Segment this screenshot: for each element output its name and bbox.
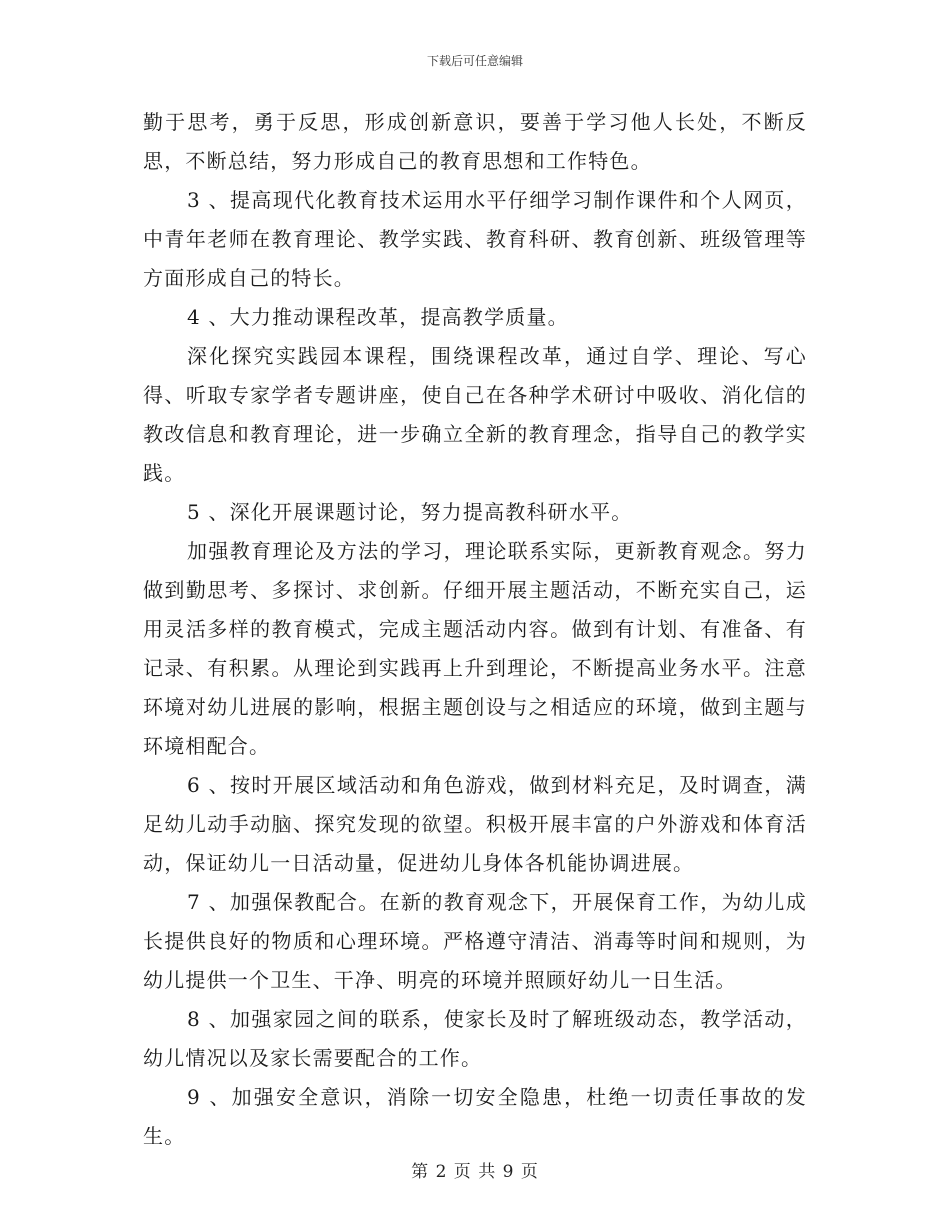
paragraph-4: 深化探究实践园本课程，围绕课程改革，通过自学、理论、写心得、听取专家学者专题讲座，使自己在各种学术研讨中吸收、消化信的教改信息和教育理论，进一步确立全新的教育理念，指导自己的教学实践。 bbox=[143, 344, 807, 485]
paragraph-6: 加强教育理论及方法的学习，理论联系实际，更新教育观念。努力做到勤思考、多探讨、求创新。仔细开展主题活动，不断充实自己，运用灵活多样的教育模式，完成主题活动内容。做到有计划、有准备、有记录、有积累。从理论到实践再上升到理论，不断提高业务水平。注意环境对幼儿进展的影响，根据主题创设与之相适应的环境，做到主题与环境相配合。 bbox=[143, 539, 807, 758]
paragraph-1: 勤于思考，勇于反思，形成创新意识，要善于学习他人长处，不断反思，不断总结，努力形成自己的教育思想和工作特色。 bbox=[143, 110, 807, 173]
paragraph-5: 5 、深化开展课题讨论，努力提高教科研水平。 bbox=[187, 500, 633, 524]
paragraph-8: 7 、加强保教配合。在新的教育观念下，开展保育工作，为幼儿成长提供良好的物质和心理环境。严格遵守清洁、消毒等时间和规则，为幼儿提供一个卫生、干净、明亮的环境并照顾好幼儿一日生活。 bbox=[143, 890, 807, 992]
document-body bbox=[143, 103, 807, 1156]
page-number: 第 2 页 共 9 页 bbox=[411, 1162, 539, 1182]
paragraph-9: 8 、加强家园之间的联系，使家长及时了解班级动态，教学活动，幼儿情况以及家长需要配合的工作。 bbox=[143, 1007, 807, 1070]
paragraph-3: 4 、大力推动课程改革，提高教学质量。 bbox=[187, 305, 569, 329]
page-header: 下载后可任意编辑 bbox=[426, 54, 523, 68]
paragraph-7: 6 、按时开展区域活动和角色游戏，做到材料充足，及时调查，满足幼儿动手动脑、探究发现的欲望。积极开展丰富的户外游戏和体育活动，保证幼儿一日活动量，促进幼儿身体各机能协调进展。 bbox=[143, 773, 807, 875]
paragraph-2: 3 、提高现代化教育技术运用水平仔细学习制作课件和个人网页，中青年老师在教育理论、教学实践、教育科研、教育创新、班级管理等方面形成自己的特长。 bbox=[143, 188, 807, 290]
paragraph-10: 9 、加强安全意识，消除一切安全隐患，杜绝一切责任事故的发生。 bbox=[143, 1085, 807, 1148]
